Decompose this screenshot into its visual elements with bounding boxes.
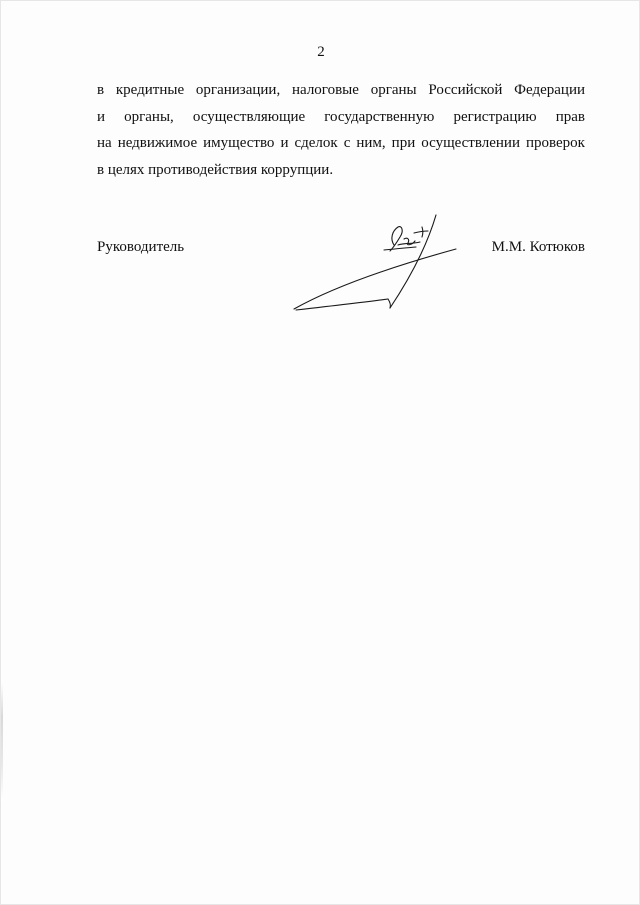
word: имущество [203, 135, 275, 151]
word: на [97, 135, 112, 151]
paragraph-line-3 [97, 132, 585, 159]
word: организации, [195, 82, 281, 98]
word: при [391, 135, 416, 151]
word: и [97, 108, 106, 125]
paragraph-line-4: в целях противодействия коррупции. [97, 161, 334, 178]
word: государственную [324, 108, 435, 125]
word: налоговые [292, 82, 359, 98]
word: органы, [124, 108, 174, 125]
word: кредитные [115, 82, 185, 98]
word: прав [555, 108, 585, 125]
signatory-title: Руководитель [97, 239, 185, 255]
page-number: 2 [317, 44, 325, 60]
paragraph-line-1 [97, 79, 585, 106]
word: с [343, 135, 351, 151]
word: недвижимое [117, 135, 198, 151]
word: Российской [428, 82, 503, 98]
word: сделок [294, 135, 338, 151]
scan-edge-artifact [1, 681, 3, 801]
word: проверок [525, 135, 585, 151]
word: органы [370, 82, 417, 98]
word: осуществлении [421, 135, 520, 151]
word: Федерации [514, 82, 585, 98]
signatory-name: М.М. Котюков [491, 239, 585, 255]
word: ним, [356, 135, 386, 151]
handwritten-signature [286, 209, 466, 319]
word: в [97, 82, 105, 98]
word: регистрацию [453, 108, 537, 125]
paragraph-line-2 [97, 106, 585, 133]
word: осуществляющие [192, 108, 306, 125]
word: и [280, 135, 289, 151]
body-paragraph [97, 79, 585, 185]
